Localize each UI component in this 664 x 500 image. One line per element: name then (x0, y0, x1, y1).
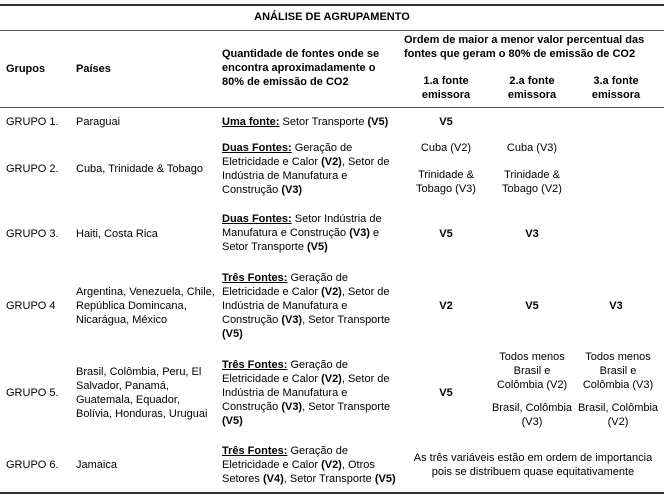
grupo-4-fontes-1: Três Fontes: Geração de (222, 272, 348, 284)
grupo-4-fonte1: V2 (439, 300, 453, 312)
grupo-4-fontes-3: Indústria de Manufatura e (222, 300, 348, 312)
header-paises: Países (76, 63, 111, 75)
grupo-5-fonte3-d: Brasil, Colômbia (577, 402, 659, 414)
table-bottom-border (0, 492, 664, 494)
header-quantidade-2: encontra aproximadamente o (222, 62, 376, 74)
grupo-5-fonte3-c: Colômbia (V3) (582, 379, 654, 391)
grupo-2-fonte1-b: Trinidade & (418, 169, 474, 181)
grupo-2-fontes-1: Duas Fontes: Geração de (222, 142, 353, 154)
grupo-1-fonte1: V5 (439, 116, 453, 128)
table-top-border (0, 4, 664, 6)
header-ordem-2: fontes que geram o 80% de emissão de CO2 (404, 48, 636, 60)
grupo-5-paises-3: Guatemala, Equador, (76, 394, 180, 406)
grupo-5-fonte2-d: Brasil, Colômbia (491, 402, 573, 414)
grupo-2-fonte1-a: Cuba (V2) (420, 142, 472, 154)
header-divider (0, 107, 664, 108)
grupo-5-paises-2: Salvador, Panamá, (76, 380, 169, 392)
grupo-5-fontes-1: Três Fontes: Geração de (222, 359, 348, 371)
grupo-5-fonte3-a: Todos menos (585, 351, 651, 363)
grupo-5-fonte3-b: Brasil e (599, 365, 637, 377)
grupo-2-fonte1-c: Tobago (V3) (416, 183, 476, 195)
grupo-5-fonte2-c: Colômbia (V2) (496, 379, 568, 391)
grupo-6-fontes-3: Setores (V4), Setor Transporte (V5) (222, 473, 396, 485)
grupo-6-label: GRUPO 6. (6, 459, 59, 471)
grupo-4-label: GRUPO 4 (6, 300, 56, 312)
grupo-4-fontes-5: (V5) (222, 328, 243, 340)
grupo-2-fontes-4: Construção (V3) (222, 184, 303, 196)
grupo-3-label: GRUPO 3. (6, 228, 59, 240)
grupo-4-paises-3: Nicarágua, México (76, 314, 168, 326)
grupo-5-paises-1: Brasil, Colômbia, Peru, El (76, 366, 202, 378)
grupo-1-paises: Paraguai (76, 116, 121, 128)
grupo-2-fonte2-b: Trinidade & (504, 169, 560, 181)
grupo-4-fontes-4: Construção (V3), Setor Transporte (222, 314, 391, 326)
grupo-5-fontes-3: Indústria de Manufatura e (222, 387, 348, 399)
grupo-4-fonte2: V5 (525, 300, 539, 312)
grupo-3-fontes-2: Manufatura e Construção (V3) e (222, 227, 380, 239)
grupo-4-fonte3: V3 (609, 300, 623, 312)
grupo-2-label: GRUPO 2. (6, 163, 59, 175)
grupo-5-label: GRUPO 5. (6, 387, 59, 399)
grupo-3-paises: Haiti, Costa Rica (76, 228, 158, 240)
grupo-2-fontes-3: Indústria de Manufatura e (222, 170, 348, 182)
grupo-3-fontes-1: Duas Fontes: Setor Indústria de (222, 213, 382, 225)
grupo-4-paises-2: República Domincana, (76, 300, 187, 312)
grupo-5-fontes-2: Eletricidade e Calor (V2), Setor de (222, 373, 390, 385)
grupo-3-fonte2: V3 (525, 228, 539, 240)
grupo-3-fonte1: V5 (439, 228, 453, 240)
grupo-5-fonte2-e: (V3) (521, 416, 543, 428)
title-divider (0, 30, 664, 31)
grupo-6-paises: Jamaica (76, 459, 117, 471)
header-fonte1-2: emissora (421, 89, 471, 101)
grupo-4-paises-1: Argentina, Venezuela, Chile, (76, 286, 215, 298)
grupo-1-label: GRUPO 1. (6, 116, 59, 128)
grupo-2-fontes-2: Eletricidade e Calor (V2), Setor de (222, 156, 390, 168)
grupo-6-nota-2: pois se distribuem quase equitativamente (431, 466, 635, 478)
grupo-2-paises: Cuba, Trinidade & Tobago (76, 163, 203, 175)
header-fonte2-2: emissora (507, 89, 557, 101)
grupo-5-fonte3-e: (V2) (607, 416, 629, 428)
grupo-5-fontes-4: Construção (V3), Setor Transporte (222, 401, 391, 413)
grupo-2-fonte2-a: Cuba (V3) (506, 142, 558, 154)
grupo-5-fonte2-b: Brasil e (513, 365, 551, 377)
grupo-5-fonte1: V5 (439, 387, 453, 399)
header-fonte3-2: emissora (591, 89, 641, 101)
grupo-1-fontes: Uma fonte: Setor Transporte (V5) (222, 116, 389, 128)
grupo-2-fonte2-c: Tobago (V2) (502, 183, 562, 195)
header-quantidade-1: Quantidade de fontes onde se (222, 48, 380, 60)
grupo-6-nota-1: As três variáveis estão em ordem de importancia (413, 452, 653, 464)
header-ordem-1: Ordem de maior a menor valor percentual das (404, 34, 645, 46)
grupo-6-fontes-2: Eletricidade e Calor (V2), Otros (222, 459, 375, 471)
grupo-6-fontes-1: Três Fontes: Geração de (222, 445, 348, 457)
grupo-4-fontes-2: Eletricidade e Calor (V2), Setor de (222, 286, 390, 298)
header-grupos: Grupos (6, 63, 46, 75)
header-quantidade-3: 80% de emissão de CO2 (222, 76, 349, 88)
grupo-5-fontes-5: (V5) (222, 415, 243, 427)
header-fonte3-1: 3.a fonte (593, 75, 639, 87)
header-fonte2-1: 2.a fonte (509, 75, 555, 87)
header-fonte1-1: 1.a fonte (423, 75, 469, 87)
table-title: ANÁLISE DE AGRUPAMENTO (254, 11, 410, 23)
grupo-5-paises-4: Bolívia, Honduras, Uruguai (76, 408, 208, 420)
grupo-5-fonte2-a: Todos menos (499, 351, 565, 363)
grupo-3-fontes-3: Setor Transporte (V5) (222, 241, 328, 253)
